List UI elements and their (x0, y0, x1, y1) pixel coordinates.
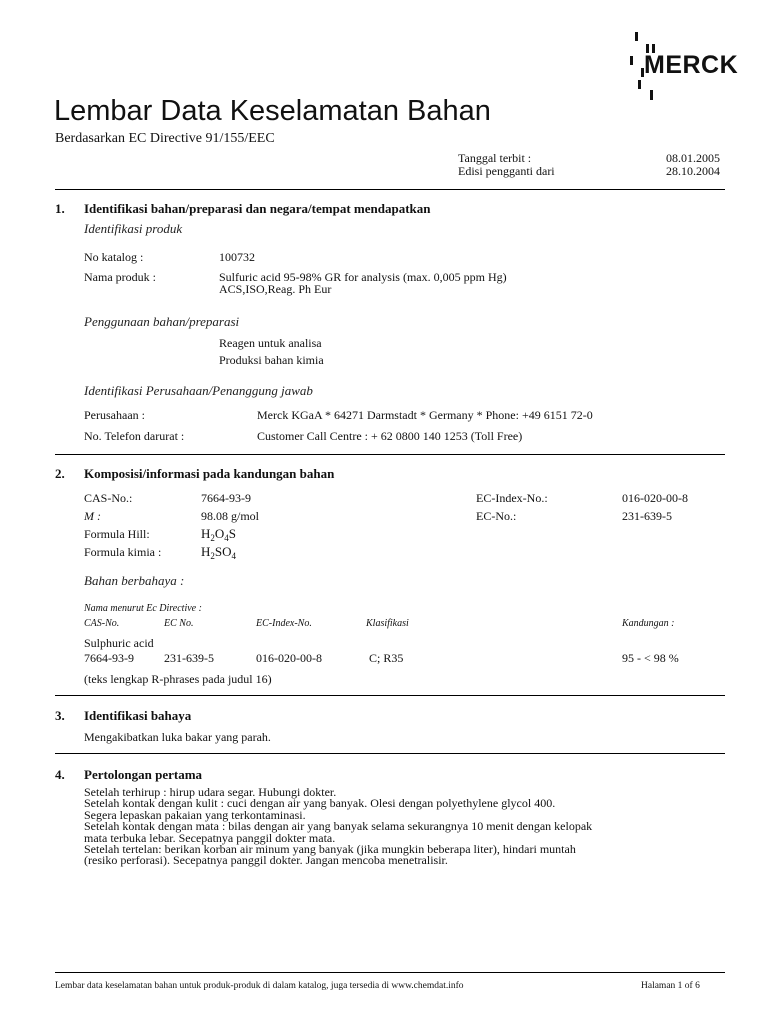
usage-item-2: Produksi bahan kimia (219, 353, 324, 367)
chem-so-count: 4 (231, 551, 237, 561)
emergency-phone-label: No. Telefon darurat : (84, 429, 185, 443)
section-1-number: 1. (55, 201, 65, 216)
table-cell-content: 95 - < 98 % (622, 651, 679, 665)
table-header-cas: CAS-No. (84, 618, 120, 629)
first-aid-line: Setelah kontak dengan mata : bilas dengan air yang banyak selama sekurangnya 10 menit dengan kelopak (84, 819, 593, 834)
replace-date-value: 28.10.2004 (666, 164, 720, 178)
hill-h-count: 2 (210, 533, 215, 543)
chem-so: SO (214, 544, 232, 559)
hill-s: S (228, 526, 237, 541)
product-name-line1: Sulfuric acid 95-98% GR for analysis (max. 0,005 ppm Hg) (219, 270, 507, 284)
merck-logo (628, 30, 738, 102)
molar-mass-label: M : (84, 509, 101, 523)
product-name-line2: ACS,ISO,Reag. Ph Eur (219, 282, 332, 296)
first-aid-line: mata terbuka lebar. Secepatnya panggil dokter mata. (84, 830, 336, 845)
footer-text: Lembar data keselamatan bahan untuk produk-produk di dalam katalog, juga tersedia di www.chemdat.info (55, 981, 464, 991)
usage-item-1: Reagen untuk analisa (219, 336, 322, 350)
issue-date-label: Tanggal terbit : (458, 151, 532, 165)
section-4-number: 4. (55, 767, 65, 782)
footer-divider (55, 972, 725, 973)
hill-formula-label: Formula Hill: (84, 527, 150, 541)
subheading-company: Identifikasi Perusahaan/Penanggung jawab (84, 383, 313, 398)
chemical-formula-value (201, 544, 236, 559)
subheading-hazardous: Bahan berbahaya : (84, 573, 185, 588)
hill-o-count: 4 (224, 533, 229, 543)
table-header-ec-no: EC No. (164, 618, 194, 629)
table-caption: Nama menurut Ec Directive : (84, 603, 202, 614)
product-name-label: Nama produk : (84, 270, 156, 284)
page-number: Halaman 1 of 6 (641, 981, 700, 991)
section-2-title: Komposisi/informasi pada kandungan bahan (84, 466, 335, 481)
company-label: Perusahaan : (84, 408, 145, 422)
catalog-value: 100732 (219, 250, 255, 264)
divider (55, 189, 725, 190)
divider (55, 753, 725, 754)
hill-formula-value (201, 526, 236, 541)
table-cell-cas: 7664-93-9 (84, 651, 134, 665)
cas-value: 7664-93-9 (201, 491, 251, 505)
substance-name: Sulphuric acid (84, 636, 154, 650)
hazard-statement: Mengakibatkan luka bakar yang parah. (84, 730, 271, 744)
first-aid-text (84, 787, 592, 867)
section-2-number: 2. (55, 466, 65, 481)
divider (55, 695, 725, 696)
first-aid-line: (resiko perforasi). Secepatnya panggil dokter. Jangan mencoba menetralisir. (84, 853, 448, 868)
ec-no-value: 231-639-5 (622, 509, 672, 523)
hill-o: O (214, 526, 225, 541)
table-header-classification: Klasifikasi (366, 618, 409, 629)
first-aid-line: Segera lepaskan pakaian yang terkontaminasi. (84, 807, 306, 822)
subheading-product-id: Identifikasi produk (84, 221, 183, 236)
table-cell-ec-index: 016-020-00-8 (256, 651, 322, 665)
issue-date-value: 08.01.2005 (666, 151, 720, 165)
divider (55, 454, 725, 455)
chemical-formula-label: Formula kimia : (84, 545, 162, 559)
table-header-ec-index: EC-Index-No. (256, 618, 312, 629)
chem-h-count: 2 (210, 551, 215, 561)
ec-index-label: EC-Index-No.: (476, 491, 548, 505)
first-aid-line: Setelah kontak dengan kulit : cuci dengan air yang banyak. Olesi dengan polyethylene glycol 400. (84, 796, 556, 811)
first-aid-line: Setelah terhirup : hirup udara segar. Hubungi dokter. (84, 785, 337, 799)
section-3-title: Identifikasi bahaya (84, 708, 192, 723)
page-title: Lembar Data Keselamatan Bahan (54, 95, 491, 127)
replace-date-label: Edisi pengganti dari (458, 164, 555, 178)
section-3-number: 3. (55, 708, 65, 723)
table-cell-ec-no: 231-639-5 (164, 651, 214, 665)
emergency-phone-value: Customer Call Centre : + 62 0800 140 1253 (Toll Free) (257, 429, 523, 443)
catalog-label: No katalog : (84, 250, 144, 264)
merck-wordmark: MERCK (644, 51, 739, 79)
subheading-usage: Penggunaan bahan/preparasi (84, 314, 240, 329)
section-4-title: Pertolongan pertama (84, 767, 203, 782)
ec-index-value: 016-020-00-8 (622, 491, 688, 505)
ec-no-label: EC-No.: (476, 509, 517, 523)
first-aid-line: Setelah tertelan: berikan korban air minum yang banyak (jika mungkin beberapa liter), hindari muntah (84, 842, 576, 857)
cas-label: CAS-No.: (84, 491, 133, 505)
molar-mass-value: 98.08 g/mol (201, 509, 260, 523)
hill-h: H (201, 526, 211, 541)
table-cell-classification: C; R35 (369, 651, 404, 665)
page-subtitle: Berdasarkan EC Directive 91/155/EEC (55, 131, 275, 146)
section-1-title: Identifikasi bahan/preparasi dan negara/tempat mendapatkan (84, 201, 431, 216)
company-value: Merck KGaA * 64271 Darmstadt * Germany * Phone: +49 6151 72-0 (257, 408, 593, 422)
chem-h: H (201, 544, 211, 559)
table-header-content: Kandungan : (622, 618, 675, 629)
r-phrases-note: (teks lengkap R-phrases pada judul 16) (84, 672, 272, 686)
